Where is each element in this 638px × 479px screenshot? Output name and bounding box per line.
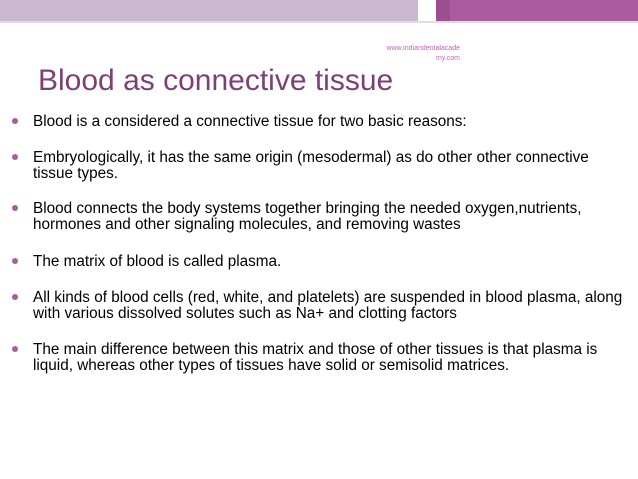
bullet-item — [12, 201, 628, 233]
bullet-text: The main difference between this matrix and those of other tissues is that plasma is liquid, whereas other types of tissues have solid or semisolid matrices. — [33, 341, 598, 374]
bullet-item — [12, 342, 628, 374]
bullet-dot-icon — [12, 118, 18, 124]
bullet-dot-icon — [12, 258, 18, 264]
bullet-text: All kinds of blood cells (red, white, and platelets) are suspended in blood plasma, along with various dissolved solutes such as Na+ and clotting factors — [33, 289, 623, 322]
bullet-item — [12, 114, 628, 130]
watermark-url[interactable]: www.indiandentalacade my.com — [386, 45, 460, 62]
header-rule — [0, 21, 638, 23]
bullet-text: Embryologically, it has the same origin (mesodermal) as do other other connective tissue types. — [33, 149, 589, 182]
header-bar-gap — [418, 0, 436, 21]
bullet-text: Blood is a considered a connective tissue for two basic reasons: — [33, 113, 467, 130]
header-bar-dark — [450, 0, 638, 21]
bullet-list — [12, 114, 628, 374]
header-bar-accent — [436, 0, 450, 21]
slide-title: Blood as connective tissue — [38, 64, 394, 97]
bullet-item — [12, 254, 628, 270]
bullet-text: Blood connects the body systems together bringing the needed oxygen,nutrients, hormones and other signaling molecules, and removing wastes — [33, 200, 582, 233]
bullet-item — [12, 150, 628, 182]
bullet-item — [12, 290, 628, 322]
bullet-dot-icon — [12, 294, 18, 300]
bullet-dot-icon — [12, 346, 18, 352]
bullet-dot-icon — [12, 154, 18, 160]
bullet-dot-icon — [12, 205, 18, 211]
bullet-text: The matrix of blood is called plasma. — [33, 253, 282, 270]
header-bar — [0, 0, 638, 21]
header-bar-light — [0, 0, 418, 21]
